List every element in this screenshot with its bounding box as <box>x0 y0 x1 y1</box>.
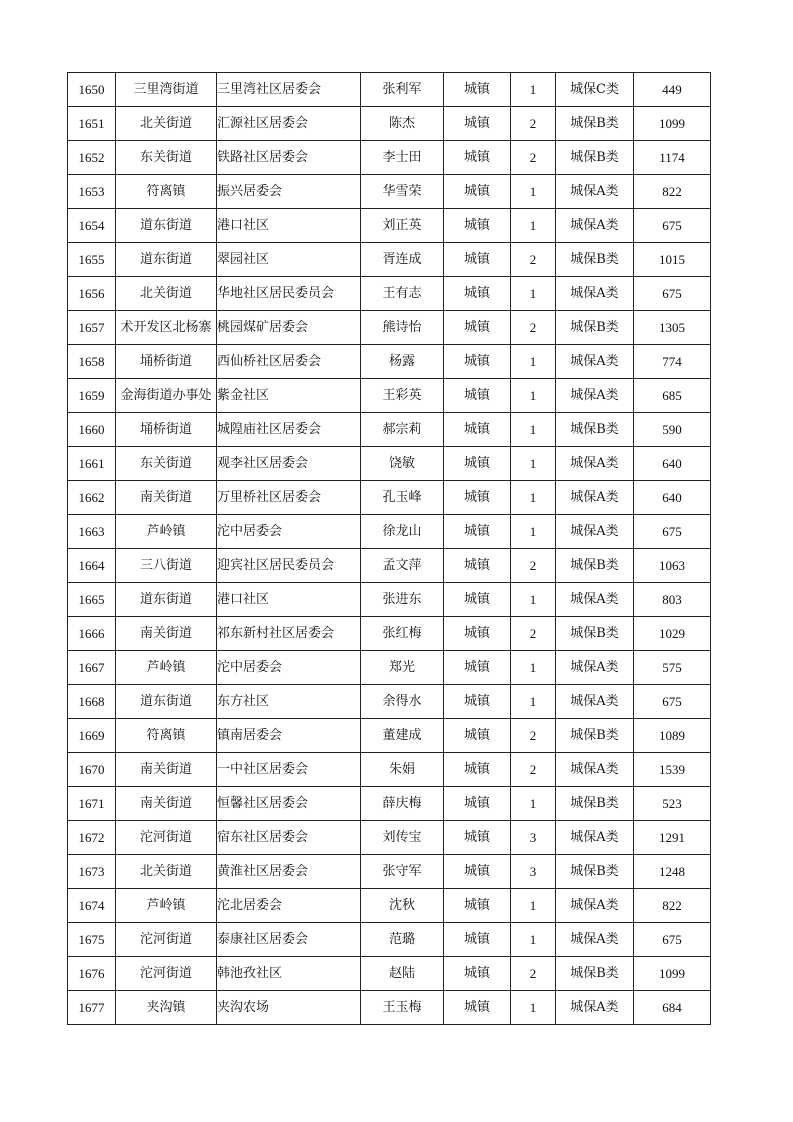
street-office-cell: 埇桥街道 <box>116 413 217 447</box>
member-count-cell: 1 <box>511 651 556 685</box>
record-id-cell: 1669 <box>68 719 116 753</box>
benefit-amount-cell: 1305 <box>634 311 711 345</box>
street-office-cell: 夹沟镇 <box>116 991 217 1025</box>
record-id-cell: 1658 <box>68 345 116 379</box>
benefit-amount-cell: 523 <box>634 787 711 821</box>
community-committee-cell: 黄淮社区居委会 <box>217 855 361 889</box>
household-type-cell: 城镇 <box>444 583 511 617</box>
street-office-cell: 符离镇 <box>116 175 217 209</box>
insurance-category-cell: 城保A类 <box>556 379 634 413</box>
household-type-cell: 城镇 <box>444 141 511 175</box>
person-name-cell: 胥连成 <box>361 243 444 277</box>
member-count-cell: 1 <box>511 685 556 719</box>
record-id-cell: 1665 <box>68 583 116 617</box>
person-name-cell: 郑光 <box>361 651 444 685</box>
table-row <box>68 617 711 651</box>
record-id-cell: 1653 <box>68 175 116 209</box>
benefit-amount-cell: 803 <box>634 583 711 617</box>
person-name-cell: 张进东 <box>361 583 444 617</box>
community-committee-cell: 翠园社区 <box>217 243 361 277</box>
member-count-cell: 1 <box>511 175 556 209</box>
household-type-cell: 城镇 <box>444 753 511 787</box>
street-office-cell: 术开发区北杨寨 <box>116 311 217 345</box>
person-name-cell: 张守军 <box>361 855 444 889</box>
table-row <box>68 175 711 209</box>
benefit-amount-cell: 684 <box>634 991 711 1025</box>
roster-table <box>67 72 711 1025</box>
household-type-cell: 城镇 <box>444 991 511 1025</box>
member-count-cell: 2 <box>511 107 556 141</box>
community-committee-cell: 镇南居委会 <box>217 719 361 753</box>
table-row <box>68 515 711 549</box>
community-committee-cell: 迎宾社区居民委员会 <box>217 549 361 583</box>
street-office-cell: 沱河街道 <box>116 923 217 957</box>
street-office-cell: 南关街道 <box>116 617 217 651</box>
community-committee-cell: 城隍庙社区居委会 <box>217 413 361 447</box>
person-name-cell: 范璐 <box>361 923 444 957</box>
household-type-cell: 城镇 <box>444 719 511 753</box>
member-count-cell: 1 <box>511 787 556 821</box>
member-count-cell: 2 <box>511 243 556 277</box>
community-committee-cell: 韩池孜社区 <box>217 957 361 991</box>
table-row <box>68 651 711 685</box>
person-name-cell: 朱娟 <box>361 753 444 787</box>
household-type-cell: 城镇 <box>444 107 511 141</box>
person-name-cell: 李士田 <box>361 141 444 175</box>
street-office-cell: 北关街道 <box>116 277 217 311</box>
member-count-cell: 2 <box>511 957 556 991</box>
street-office-cell: 沱河街道 <box>116 821 217 855</box>
benefit-amount-cell: 1248 <box>634 855 711 889</box>
person-name-cell: 沈秋 <box>361 889 444 923</box>
community-committee-cell: 桃园煤矿居委会 <box>217 311 361 345</box>
insurance-category-cell: 城保B类 <box>556 413 634 447</box>
street-office-cell: 芦岭镇 <box>116 651 217 685</box>
household-type-cell: 城镇 <box>444 209 511 243</box>
community-committee-cell: 沱中居委会 <box>217 651 361 685</box>
person-name-cell: 王玉梅 <box>361 991 444 1025</box>
record-id-cell: 1659 <box>68 379 116 413</box>
community-committee-cell: 祁东新村社区居委会 <box>217 617 361 651</box>
table-row <box>68 379 711 413</box>
street-office-cell: 道东街道 <box>116 583 217 617</box>
person-name-cell: 杨露 <box>361 345 444 379</box>
street-office-cell: 三里湾街道 <box>116 73 217 107</box>
household-type-cell: 城镇 <box>444 617 511 651</box>
community-committee-cell: 铁路社区居委会 <box>217 141 361 175</box>
member-count-cell: 1 <box>511 277 556 311</box>
table-row <box>68 107 711 141</box>
member-count-cell: 2 <box>511 311 556 345</box>
insurance-category-cell: 城保A类 <box>556 175 634 209</box>
person-name-cell: 孟文萍 <box>361 549 444 583</box>
record-id-cell: 1656 <box>68 277 116 311</box>
member-count-cell: 1 <box>511 73 556 107</box>
benefit-amount-cell: 449 <box>634 73 711 107</box>
member-count-cell: 2 <box>511 719 556 753</box>
person-name-cell: 董建成 <box>361 719 444 753</box>
insurance-category-cell: 城保B类 <box>556 141 634 175</box>
household-type-cell: 城镇 <box>444 379 511 413</box>
record-id-cell: 1677 <box>68 991 116 1025</box>
household-type-cell: 城镇 <box>444 447 511 481</box>
insurance-category-cell: 城保B类 <box>556 243 634 277</box>
insurance-category-cell: 城保A类 <box>556 345 634 379</box>
person-name-cell: 刘传宝 <box>361 821 444 855</box>
community-committee-cell: 紫金社区 <box>217 379 361 413</box>
insurance-category-cell: 城保B类 <box>556 549 634 583</box>
benefit-amount-cell: 1539 <box>634 753 711 787</box>
benefit-amount-cell: 1089 <box>634 719 711 753</box>
household-type-cell: 城镇 <box>444 923 511 957</box>
person-name-cell: 陈杰 <box>361 107 444 141</box>
person-name-cell: 孔玉峰 <box>361 481 444 515</box>
record-id-cell: 1667 <box>68 651 116 685</box>
community-committee-cell: 三里湾社区居委会 <box>217 73 361 107</box>
benefit-amount-cell: 1291 <box>634 821 711 855</box>
person-name-cell: 刘正英 <box>361 209 444 243</box>
community-committee-cell: 港口社区 <box>217 583 361 617</box>
table-row <box>68 481 711 515</box>
record-id-cell: 1654 <box>68 209 116 243</box>
record-id-cell: 1652 <box>68 141 116 175</box>
community-committee-cell: 西仙桥社区居委会 <box>217 345 361 379</box>
household-type-cell: 城镇 <box>444 413 511 447</box>
record-id-cell: 1670 <box>68 753 116 787</box>
person-name-cell: 张红梅 <box>361 617 444 651</box>
insurance-category-cell: 城保B类 <box>556 719 634 753</box>
table-row <box>68 73 711 107</box>
record-id-cell: 1657 <box>68 311 116 345</box>
table-row <box>68 277 711 311</box>
household-type-cell: 城镇 <box>444 549 511 583</box>
benefit-amount-cell: 1063 <box>634 549 711 583</box>
household-type-cell: 城镇 <box>444 515 511 549</box>
member-count-cell: 1 <box>511 345 556 379</box>
community-committee-cell: 华地社区居民委员会 <box>217 277 361 311</box>
member-count-cell: 2 <box>511 141 556 175</box>
record-id-cell: 1666 <box>68 617 116 651</box>
table-row <box>68 311 711 345</box>
person-name-cell: 王有志 <box>361 277 444 311</box>
person-name-cell: 徐龙山 <box>361 515 444 549</box>
member-count-cell: 1 <box>511 447 556 481</box>
person-name-cell: 熊诗怡 <box>361 311 444 345</box>
record-id-cell: 1671 <box>68 787 116 821</box>
member-count-cell: 1 <box>511 379 556 413</box>
table-row <box>68 753 711 787</box>
benefit-amount-cell: 675 <box>634 923 711 957</box>
household-type-cell: 城镇 <box>444 175 511 209</box>
street-office-cell: 南关街道 <box>116 787 217 821</box>
insurance-category-cell: 城保A类 <box>556 923 634 957</box>
member-count-cell: 1 <box>511 889 556 923</box>
insurance-category-cell: 城保A类 <box>556 753 634 787</box>
street-office-cell: 北关街道 <box>116 107 217 141</box>
insurance-category-cell: 城保B类 <box>556 311 634 345</box>
record-id-cell: 1672 <box>68 821 116 855</box>
roster-body <box>68 73 711 1025</box>
street-office-cell: 道东街道 <box>116 209 217 243</box>
person-name-cell: 饶敏 <box>361 447 444 481</box>
table-row <box>68 991 711 1025</box>
insurance-category-cell: 城保A类 <box>556 651 634 685</box>
street-office-cell: 金海街道办事处 <box>116 379 217 413</box>
member-count-cell: 1 <box>511 413 556 447</box>
benefit-amount-cell: 675 <box>634 685 711 719</box>
benefit-amount-cell: 774 <box>634 345 711 379</box>
community-committee-cell: 宿东社区居委会 <box>217 821 361 855</box>
member-count-cell: 2 <box>511 549 556 583</box>
community-committee-cell: 港口社区 <box>217 209 361 243</box>
household-type-cell: 城镇 <box>444 277 511 311</box>
benefit-amount-cell: 1029 <box>634 617 711 651</box>
benefit-amount-cell: 590 <box>634 413 711 447</box>
table-row <box>68 141 711 175</box>
record-id-cell: 1673 <box>68 855 116 889</box>
community-committee-cell: 一中社区居委会 <box>217 753 361 787</box>
member-count-cell: 2 <box>511 617 556 651</box>
member-count-cell: 1 <box>511 209 556 243</box>
street-office-cell: 道东街道 <box>116 685 217 719</box>
member-count-cell: 1 <box>511 991 556 1025</box>
table-row <box>68 923 711 957</box>
record-id-cell: 1651 <box>68 107 116 141</box>
table-row <box>68 209 711 243</box>
street-office-cell: 沱河街道 <box>116 957 217 991</box>
insurance-category-cell: 城保A类 <box>556 821 634 855</box>
benefit-amount-cell: 822 <box>634 889 711 923</box>
table-row <box>68 549 711 583</box>
street-office-cell: 三八街道 <box>116 549 217 583</box>
benefit-amount-cell: 675 <box>634 209 711 243</box>
benefit-amount-cell: 685 <box>634 379 711 413</box>
street-office-cell: 北关街道 <box>116 855 217 889</box>
person-name-cell: 薛庆梅 <box>361 787 444 821</box>
household-type-cell: 城镇 <box>444 345 511 379</box>
street-office-cell: 埇桥街道 <box>116 345 217 379</box>
member-count-cell: 1 <box>511 583 556 617</box>
person-name-cell: 王彩英 <box>361 379 444 413</box>
household-type-cell: 城镇 <box>444 957 511 991</box>
record-id-cell: 1664 <box>68 549 116 583</box>
insurance-category-cell: 城保A类 <box>556 277 634 311</box>
table-row <box>68 447 711 481</box>
household-type-cell: 城镇 <box>444 73 511 107</box>
record-id-cell: 1661 <box>68 447 116 481</box>
table-row <box>68 345 711 379</box>
community-committee-cell: 振兴居委会 <box>217 175 361 209</box>
table-row <box>68 787 711 821</box>
member-count-cell: 3 <box>511 855 556 889</box>
benefit-amount-cell: 1174 <box>634 141 711 175</box>
street-office-cell: 道东街道 <box>116 243 217 277</box>
table-row <box>68 413 711 447</box>
insurance-category-cell: 城保A类 <box>556 991 634 1025</box>
member-count-cell: 1 <box>511 515 556 549</box>
record-id-cell: 1674 <box>68 889 116 923</box>
community-committee-cell: 夹沟农场 <box>217 991 361 1025</box>
record-id-cell: 1676 <box>68 957 116 991</box>
benefit-amount-cell: 1099 <box>634 957 711 991</box>
community-committee-cell: 东方社区 <box>217 685 361 719</box>
person-name-cell: 郝宗莉 <box>361 413 444 447</box>
member-count-cell: 1 <box>511 481 556 515</box>
street-office-cell: 符离镇 <box>116 719 217 753</box>
benefit-amount-cell: 640 <box>634 447 711 481</box>
person-name-cell: 余得水 <box>361 685 444 719</box>
household-type-cell: 城镇 <box>444 651 511 685</box>
benefit-amount-cell: 675 <box>634 515 711 549</box>
person-name-cell: 赵陆 <box>361 957 444 991</box>
benefit-amount-cell: 575 <box>634 651 711 685</box>
insurance-category-cell: 城保A类 <box>556 209 634 243</box>
insurance-category-cell: 城保B类 <box>556 107 634 141</box>
table-row <box>68 855 711 889</box>
community-committee-cell: 泰康社区居委会 <box>217 923 361 957</box>
community-committee-cell: 恒馨社区居委会 <box>217 787 361 821</box>
record-id-cell: 1662 <box>68 481 116 515</box>
street-office-cell: 南关街道 <box>116 481 217 515</box>
benefit-amount-cell: 640 <box>634 481 711 515</box>
community-committee-cell: 沱中居委会 <box>217 515 361 549</box>
benefit-amount-cell: 1099 <box>634 107 711 141</box>
person-name-cell: 张利军 <box>361 73 444 107</box>
table-row <box>68 719 711 753</box>
table-row <box>68 957 711 991</box>
insurance-category-cell: 城保A类 <box>556 889 634 923</box>
street-office-cell: 东关街道 <box>116 141 217 175</box>
insurance-category-cell: 城保C类 <box>556 73 634 107</box>
record-id-cell: 1663 <box>68 515 116 549</box>
record-id-cell: 1650 <box>68 73 116 107</box>
insurance-category-cell: 城保A类 <box>556 685 634 719</box>
community-committee-cell: 万里桥社区居委会 <box>217 481 361 515</box>
community-committee-cell: 沱北居委会 <box>217 889 361 923</box>
record-id-cell: 1668 <box>68 685 116 719</box>
table-row <box>68 685 711 719</box>
member-count-cell: 2 <box>511 753 556 787</box>
record-id-cell: 1660 <box>68 413 116 447</box>
table-row <box>68 821 711 855</box>
street-office-cell: 东关街道 <box>116 447 217 481</box>
household-type-cell: 城镇 <box>444 889 511 923</box>
household-type-cell: 城镇 <box>444 311 511 345</box>
community-committee-cell: 汇源社区居委会 <box>217 107 361 141</box>
person-name-cell: 华雪荣 <box>361 175 444 209</box>
household-type-cell: 城镇 <box>444 243 511 277</box>
household-type-cell: 城镇 <box>444 821 511 855</box>
insurance-category-cell: 城保A类 <box>556 583 634 617</box>
household-type-cell: 城镇 <box>444 787 511 821</box>
benefit-amount-cell: 822 <box>634 175 711 209</box>
benefit-amount-cell: 675 <box>634 277 711 311</box>
benefit-amount-cell: 1015 <box>634 243 711 277</box>
household-type-cell: 城镇 <box>444 855 511 889</box>
member-count-cell: 3 <box>511 821 556 855</box>
table-row <box>68 889 711 923</box>
record-id-cell: 1675 <box>68 923 116 957</box>
street-office-cell: 南关街道 <box>116 753 217 787</box>
household-type-cell: 城镇 <box>444 481 511 515</box>
insurance-category-cell: 城保B类 <box>556 787 634 821</box>
table-row <box>68 243 711 277</box>
insurance-category-cell: 城保B类 <box>556 855 634 889</box>
community-committee-cell: 观李社区居委会 <box>217 447 361 481</box>
insurance-category-cell: 城保A类 <box>556 447 634 481</box>
household-type-cell: 城镇 <box>444 685 511 719</box>
insurance-category-cell: 城保A类 <box>556 481 634 515</box>
table-row <box>68 583 711 617</box>
insurance-category-cell: 城保A类 <box>556 515 634 549</box>
insurance-category-cell: 城保B类 <box>556 957 634 991</box>
insurance-category-cell: 城保B类 <box>556 617 634 651</box>
member-count-cell: 1 <box>511 923 556 957</box>
street-office-cell: 芦岭镇 <box>116 889 217 923</box>
street-office-cell: 芦岭镇 <box>116 515 217 549</box>
record-id-cell: 1655 <box>68 243 116 277</box>
